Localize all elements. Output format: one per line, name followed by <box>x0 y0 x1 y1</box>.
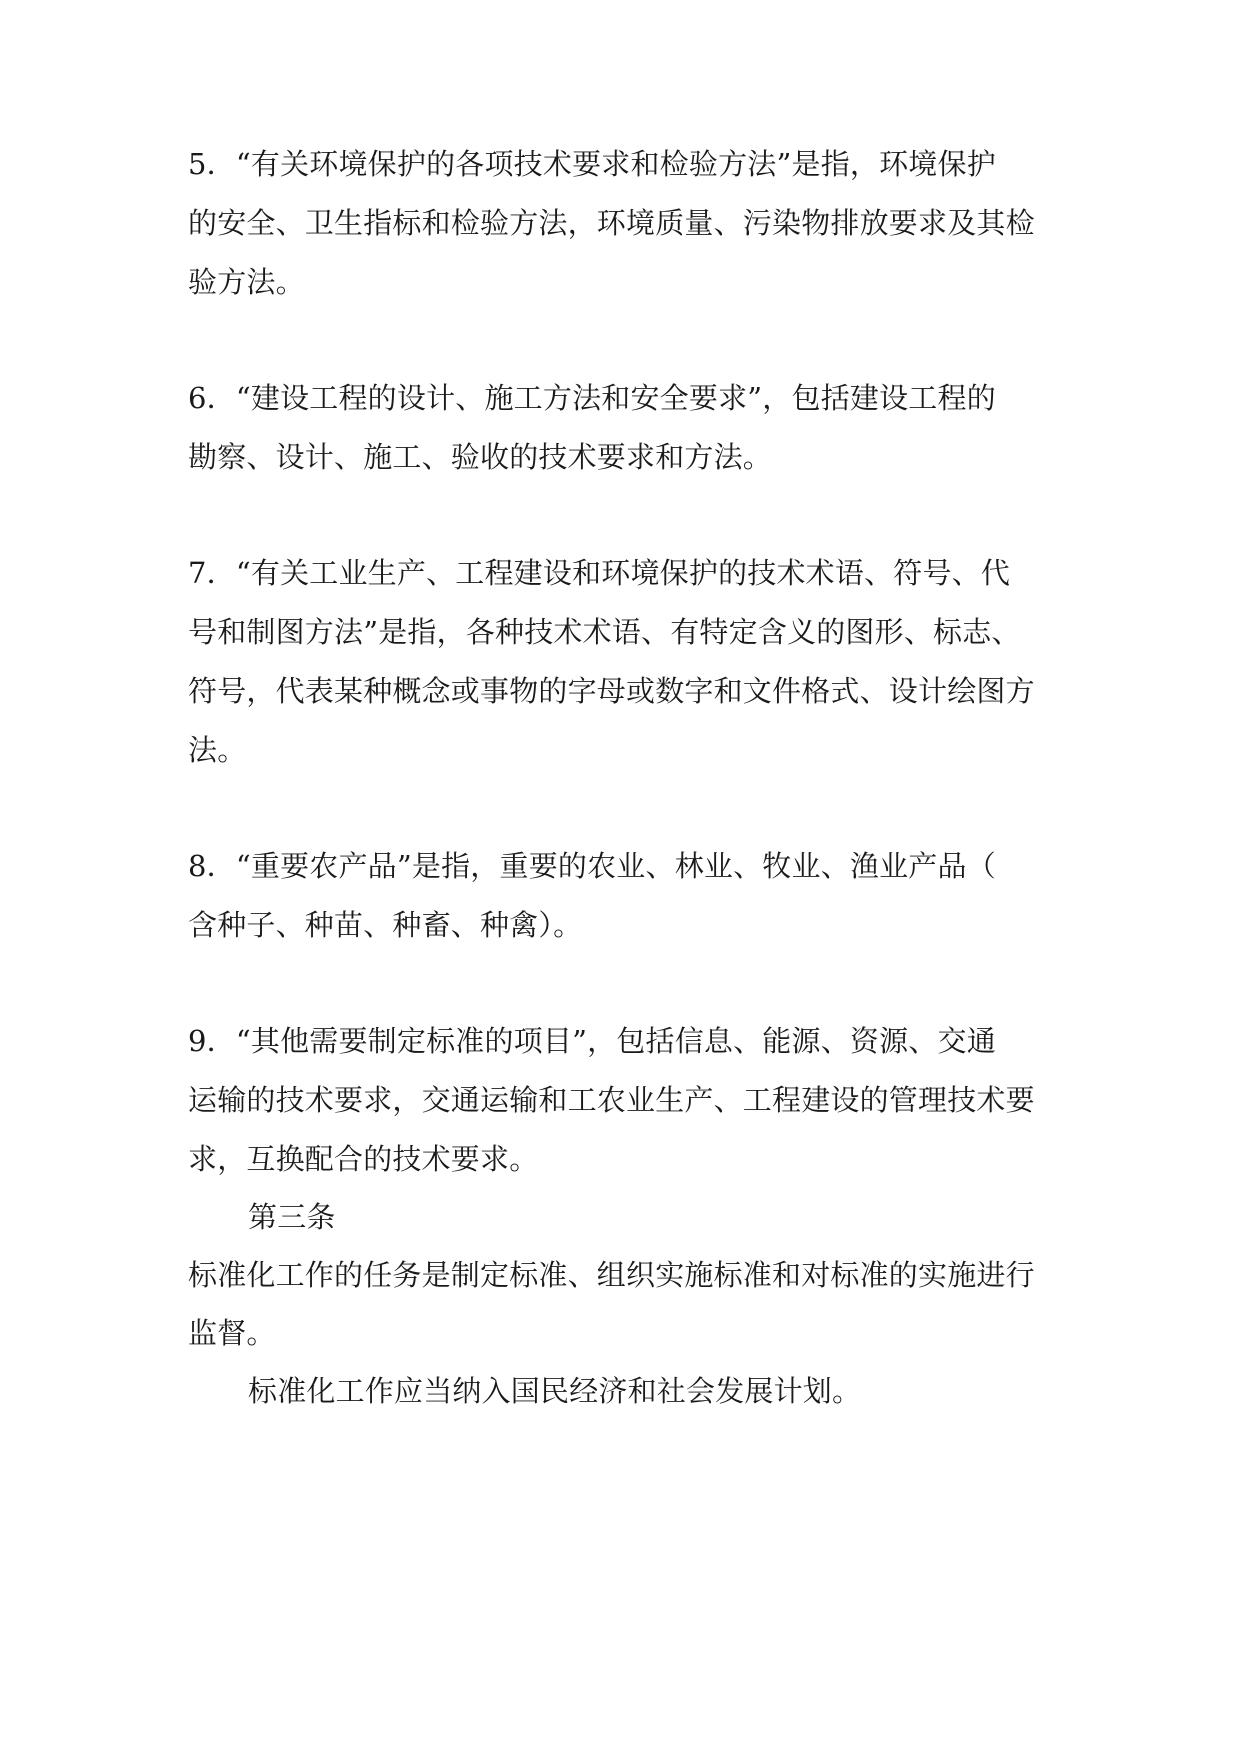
article-body-line-1: 标准化工作的任务是制定标准、组织实施标准和对标准的实施进行 <box>188 1258 1035 1292</box>
item-9-line-2: 运输的技术要求，交通运输和工农业生产、工程建设的管理技术要 <box>188 1083 1035 1117</box>
item-5-line-2: 的安全、卫生指标和检验方法，环境质量、污染物排放要求及其检 <box>188 206 1035 240</box>
item-9-line-1: 9．“其他需要制定标准的项目”，包括信息、能源、资源、交通 <box>188 1024 996 1058</box>
item-6-line-2: 勘察、设计、施工、验收的技术要求和方法。 <box>188 440 773 474</box>
item-7-line-3: 符号，代表某种概念或事物的字母或数字和文件格式、设计绘图方 <box>188 674 1035 708</box>
item-5-line-3: 验方法。 <box>188 265 305 299</box>
article-heading: 第三条 <box>248 1200 336 1234</box>
item-9-line-3: 求，互换配合的技术要求。 <box>188 1142 539 1176</box>
item-6-line-1: 6．“建设工程的设计、施工方法和安全要求”，包括建设工程的 <box>188 381 996 415</box>
item-7-line-1: 7．“有关工业生产、工程建设和环境保护的技术术语、符号、代 <box>188 556 1011 590</box>
item-5-line-1: 5．“有关环境保护的各项技术要求和检验方法”是指，环境保护 <box>188 147 996 181</box>
closing-paragraph: 标准化工作应当纳入国民经济和社会发展计划。 <box>248 1374 862 1408</box>
article-body-line-2: 监督。 <box>188 1316 276 1350</box>
item-8-line-1: 8．“重要农产品”是指，重要的农业、林业、牧业、渔业产品（ <box>188 849 996 883</box>
item-8-line-2: 含种子、种苗、种畜、种禽）。 <box>188 908 583 942</box>
item-7-line-4: 法。 <box>188 733 247 767</box>
item-7-line-2: 号和制图方法”是指，各种技术术语、有特定含义的图形、标志、 <box>188 615 1021 649</box>
